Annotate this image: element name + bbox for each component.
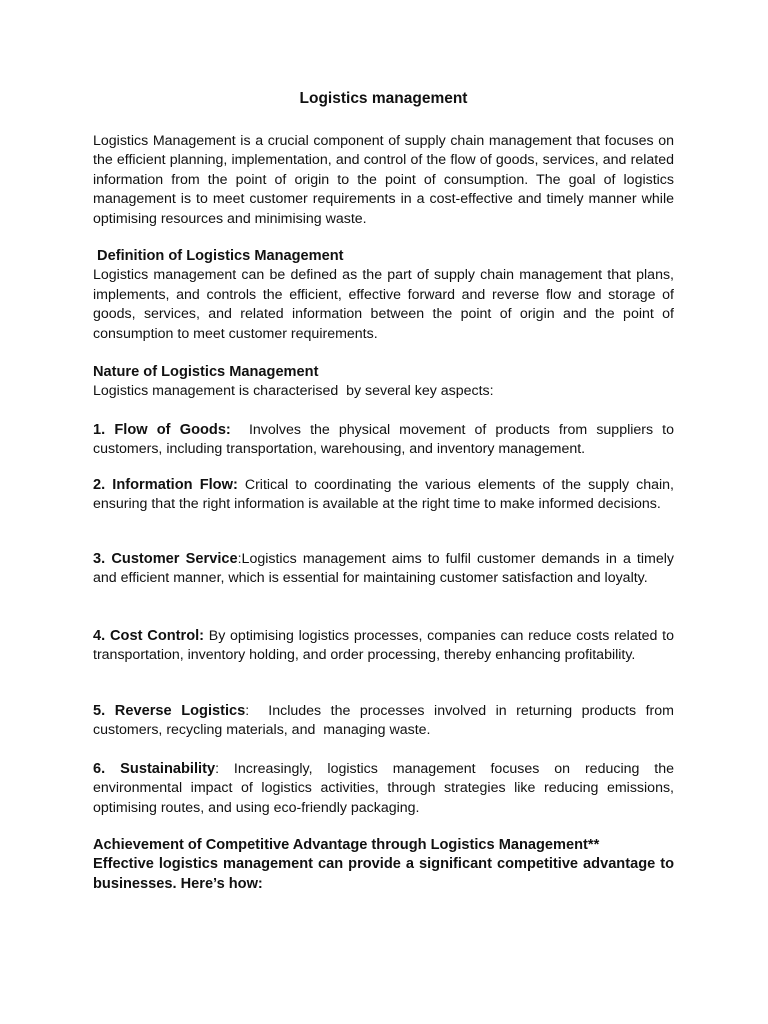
nature-heading: Nature of Logistics Management (93, 364, 319, 380)
document-title: Logistics management (299, 90, 468, 107)
aspect-item (93, 550, 674, 589)
aspect-label: 6. Sustainability (93, 761, 216, 777)
aspect-text: Involves the physical movement of products from suppliers to customers, including transportation, warehousing, and inventory management. (93, 422, 678, 458)
aspect-label: 1. Flow of Goods: (93, 422, 231, 438)
aspect-label: 3. Customer Service (93, 551, 238, 567)
definition-section (93, 247, 674, 344)
aspect-label: 2. Information Flow: (93, 477, 238, 493)
aspect-item (93, 627, 674, 666)
definition-body: Logistics management can be defined as the part of supply chain management that plans, implements, and controls the efficient, effective forward and reverse flow and storage of goods, services, and related information between the point of origin and the point of consumption to meet customer requirements. (93, 267, 674, 342)
aspect-text: Critical to coordinating the various elements of the supply chain, ensuring that the right information is available at the right time to make informed decisions. (93, 477, 674, 513)
nature-intro: Logistics management is characterised by several key aspects: (93, 383, 494, 400)
document-page (93, 0, 678, 1024)
aspect-label: 5. Reverse Logistics (93, 703, 246, 719)
aspect-text: : Includes the processes involved in returning products from customers, recycling materials, and managing waste. (93, 703, 678, 739)
aspect-item (93, 702, 678, 741)
competitive-body: Effective logistics management can provide a significant competitive advantage to businesses. Here’s how: (93, 856, 674, 892)
nature-section (93, 363, 674, 402)
intro-paragraph: Logistics Management is a crucial component of supply chain management that focuses on the efficient planning, implementation, and control of the flow of goods, services, and related information from the point of origin to the point of consumption. The goal of logistics management is to meet customer requirements in a cost-effective and timely manner while optimising resources and minimising waste. (93, 133, 674, 227)
competitive-heading: Achievement of Competitive Advantage through Logistics Management** (93, 837, 600, 853)
aspect-text: : Increasingly, logistics management focuses on reducing the environmental impact of logistics activities, through strategies like reducing emissions, optimising routes, and using eco-friendly packaging. (93, 761, 675, 816)
aspect-label: 4. Cost Control: (93, 628, 205, 644)
aspect-item (93, 760, 674, 818)
competitive-section (93, 836, 674, 894)
aspect-item (93, 476, 674, 515)
aspect-item (93, 421, 678, 460)
definition-heading: Definition of Logistics Management (93, 248, 344, 264)
aspect-text: :Logistics management aims to fulfil customer demands in a timely and efficient manner, which is essential for maintaining customer satisfaction and loyalty. (93, 551, 674, 587)
aspect-text: By optimising logistics processes, companies can reduce costs related to transportation, inventory holding, and order processing, thereby enhancing profitability. (93, 628, 674, 664)
